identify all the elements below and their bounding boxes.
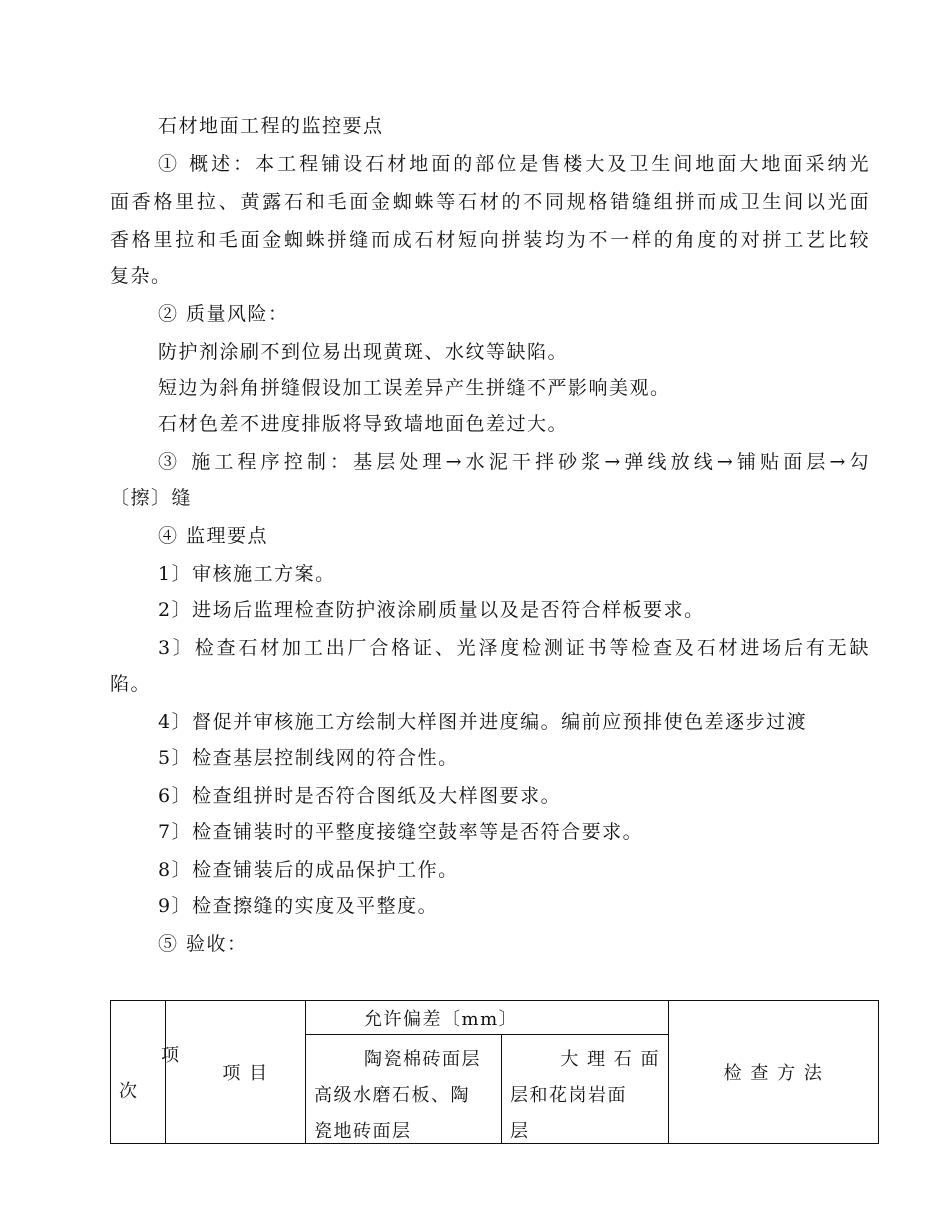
supervision-heading: ④ 监理要点 <box>158 525 269 547</box>
supervision-item: 6〕检查组拼时是否符合图纸及大样图要求。 <box>158 785 562 807</box>
supervision-item: 3〕检查石材加工出厂合格证、光泽度检测证书等检查及石材进场后有无缺 <box>158 637 870 659</box>
table-header-no <box>111 1001 181 1144</box>
table-subheader-mosaic: 陶瓷棉砖面层 高级水磨石板、陶 瓷地砖面层 <box>306 1035 502 1144</box>
overview-text: ① 概述：本工程铺设石材地面的部位是售楼大及卫生间地面大地面采纳光 <box>158 153 870 175</box>
supervision-item: 5〕检查基层控制线网的符合性。 <box>158 747 459 769</box>
table-subheader-marble: 大 理 石 面 层和花岗岩面 层 <box>502 1035 669 1144</box>
header-no-a: 项 <box>161 1045 181 1066</box>
overview-text: 面香格里拉、黄露石和毛面金蜘蛛等石材的不同规格错缝组拼而成卫生间以光面 <box>110 191 870 213</box>
overview-text: 复杂。 <box>110 265 172 287</box>
supervision-item: 7〕检查铺装时的平整度接缝空鼓率等是否符合要求。 <box>158 821 644 843</box>
acceptance-heading: ⑤ 验收： <box>158 933 248 955</box>
procedure-text: ③ 施工程序控制：基层处理→水泥干拌砂浆→弹线放线→铺贴面层→勾 <box>158 451 870 473</box>
acceptance-table <box>110 1000 879 1144</box>
supervision-item: 陷。 <box>110 673 152 695</box>
supervision-item: 4〕督促并审核施工方绘制大样图并进度编。编前应预排使色差逐步过渡 <box>158 711 808 733</box>
risk-item: 石材色差不进度排版将导致墙地面色差过大。 <box>158 413 569 435</box>
section-title: 石材地面工程的监控要点 <box>158 115 384 137</box>
risk-heading: ② 质量风险： <box>158 303 289 325</box>
table-header-method: 检 查 方 法 <box>669 1001 879 1144</box>
header-no-b: 次 <box>119 1081 139 1102</box>
procedure-text: 〔擦〕缝 <box>110 487 193 509</box>
supervision-item: 9〕检查擦缝的实度及平整度。 <box>158 895 439 917</box>
risk-item: 短边为斜角拼缝假设加工误差异产生拼缝不严影响美观。 <box>158 377 671 399</box>
overview-text: 香格里拉和毛面金蜘蛛拼缝而成石材短向拼装均为不一样的角度的对拼工艺比较 <box>110 229 870 251</box>
supervision-item: 1〕审核施工方案。 <box>158 563 336 585</box>
table-header-item: 项 目 <box>166 1001 306 1144</box>
supervision-item: 8〕检查铺装后的成品保护工作。 <box>158 859 459 881</box>
risk-item: 防护剂涂刷不到位易出现黄斑、水纹等缺陷。 <box>158 341 569 363</box>
table-header-tolerance: 允许偏差〔mm〕 <box>306 1001 669 1035</box>
supervision-item: 2〕进场后监理检查防护液涂刷质量以及是否符合样板要求。 <box>158 599 705 621</box>
